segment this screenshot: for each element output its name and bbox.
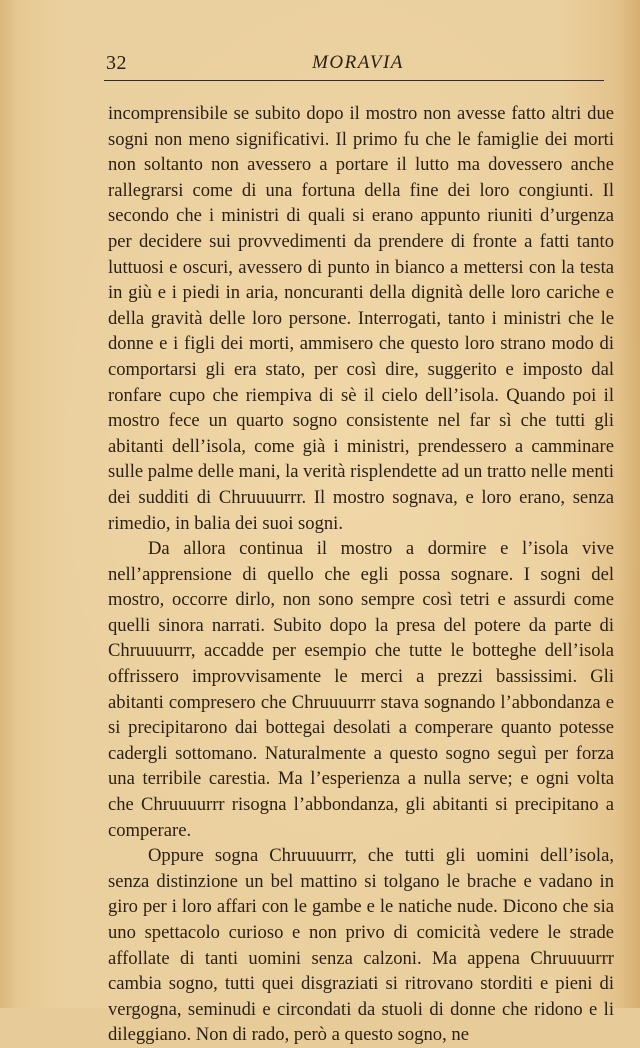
body-text [108,101,614,1048]
header-rule [104,80,604,81]
page-number: 32 [106,52,127,74]
running-title: MORAVIA [312,52,404,73]
paragraph-3: Oppure sogna Chruuuurrr, che tutti gli uomini dell’isola, senza distinzione un bel mattino si tolgano le brache e vadano in giro per i loro affari con le gambe e le natiche nude. Dicono che sia uno spettacolo curioso e non privo di comicità vedere le strade affollate di tanti uomini senza calzoni. Ma appena Chruuuurrr cambia sogno, tutti quei disgraziati si ritrovano storditi e pieni di vergogna, seminudi e circondati da stuoli di donne che ridono e li dileggiano. Non di rado, però a questo sogno, ne [108,845,614,1046]
running-head [104,52,612,80]
paragraph-2: Da allora continua il mostro a dormire e l’isola vive nell’apprensione di quello che egli possa sognare. I sogni del mostro, occorre dirlo, non sono sempre così tetri e assurdi come quelli sinora narrati. Subito dopo la presa del potere da parte di Chruuuurrr, accadde per esempio che tutte le botteghe dell’isola offrissero improvvisamente le merci a prezzi bassissimi. Gli abitanti compresero che Chruuuurrr stava sognando l’abbondanza e si precipitarono dai bottegai desolati a comperare quanto potesse cadergli sottomano. Naturalmente a questo sogno seguì per forza una terribile carestia. Ma l’esperienza a nulla serve; e ogni volta che Chruuuurrr risogna l’abbondanza, gli abitanti si precipitano a comperare. [108,538,614,841]
paragraph-1: incomprensibile se subito dopo il mostro non avesse fatto altri due sogni non meno significativi. Il primo fu che le famiglie dei morti non soltanto non avessero a portare il lutto ma dovessero anche rallegrarsi come di una fortuna della fine dei loro congiunti. Il secondo che i ministri di quali si erano appunto riuniti d’urgenza per decidere sui provvedimenti da prendere di fronte a fatti tanto luttuosi e oscuri, avessero di punto in bianco a mettersi con la testa in giù e i piedi in aria, noncuranti della dignità delle loro cariche e della gravità delle loro persone. Interrogati, tanto i ministri che le donne e i figli dei morti, ammisero che questo loro strano modo di comportarsi gli era stato, per così dire, suggerito e imposto dal ronfare cupo che riempiva di sè il cielo dell’isola. Quando poi il mostro fece un quarto sogno consistente nel far sì che tutti gli abitanti dell’isola, come già i ministri, prendessero a camminare sulle palme delle mani, la verità risplendette ad un tratto nelle menti dei sudditi di Chruuuurrr. Il mostro sognava, e loro erano, senza rimedio, in balia dei suoi sogni. [108,103,614,534]
